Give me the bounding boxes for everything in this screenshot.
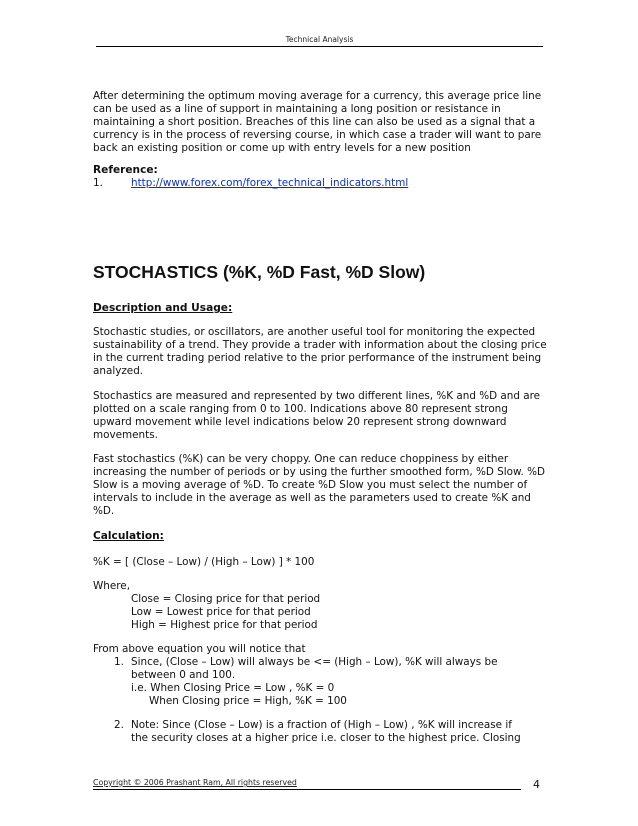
formula: %K = [ (Close – Low) / (High – Low) ] * 100 <box>93 556 315 568</box>
reference-heading: Reference: <box>93 164 158 176</box>
reference-link[interactable]: http://www.forex.com/forex_technical_indicators.html <box>131 177 409 189</box>
list-number-1: 1. <box>114 656 124 668</box>
description-heading: Description and Usage: <box>93 302 233 314</box>
list-item-1-line-4: When Closing price = High, %K = 100 <box>149 695 347 707</box>
reference-item <box>93 177 408 190</box>
list-item-2-line-2: the security closes at a higher price i.e. closer to the highest price. Closing <box>131 732 521 744</box>
page-number: 4 <box>533 778 540 791</box>
where-label: Where, <box>93 580 130 592</box>
footer-rule <box>93 789 521 790</box>
list-item-2-line-1: Note: Since (Close – Low) is a fraction of (High – Low) , %K will increase if <box>131 719 512 731</box>
definition-low: Low = Lowest price for that period <box>131 606 311 618</box>
definition-close: Close = Closing price for that period <box>131 593 321 605</box>
list-number-2: 2. <box>114 719 124 731</box>
body-paragraph-3: Fast stochastics (%K) can be very choppy. One can reduce choppiness by either increasing the number of periods or by using the further smoothed form, %D Slow. %D Slow is a moving average of %D. To create %D Slow you must select the number of intervals to include in the average as well as the parameters used to create %K and %D. <box>93 453 546 517</box>
list-item-1-line-3: i.e. When Closing Price = Low , %K = 0 <box>131 682 335 694</box>
list-item-1-line-2: between 0 and 100. <box>131 669 236 681</box>
definition-high: High = Highest price for that period <box>131 619 318 631</box>
notice-intro: From above equation you will notice that <box>93 643 306 655</box>
section-title: STOCHASTICS (%K, %D Fast, %D Slow) <box>93 262 426 282</box>
calculation-heading: Calculation: <box>93 530 164 542</box>
body-paragraph-2: Stochastics are measured and represented by two different lines, %K and %D and are plotted on a scale ranging from 0 to 100. Indications above 80 represent strong upward movement while level indications below 20 represent strong downward movements. <box>93 390 541 441</box>
body-paragraph-1: Stochastic studies, or oscillators, are another useful tool for monitoring the expected sustainability of a trend. They provide a trader with information about the closing price in the current trading period relative to the prior performance of the instrument being analyzed. <box>93 326 547 377</box>
intro-paragraph: After determining the optimum moving average for a currency, this average price line can be used as a line of support in maintaining a long position or resistance in maintaining a short position. Breaches of this line can also be used as a signal that a currency is in the process of reversing course, in which case a trader will want to pare back an existing position or come up with entry levels for a new position <box>93 90 542 154</box>
reference-number: 1. <box>93 177 103 189</box>
footer-copyright: Copyright © 2006 Prashant Ram, All rights reserved <box>93 778 297 787</box>
header-rule <box>96 46 543 47</box>
running-header: Technical Analysis <box>285 35 354 44</box>
list-item-1-line-1: Since, (Close – Low) will always be <= (High – Low), %K will always be <box>131 656 498 668</box>
